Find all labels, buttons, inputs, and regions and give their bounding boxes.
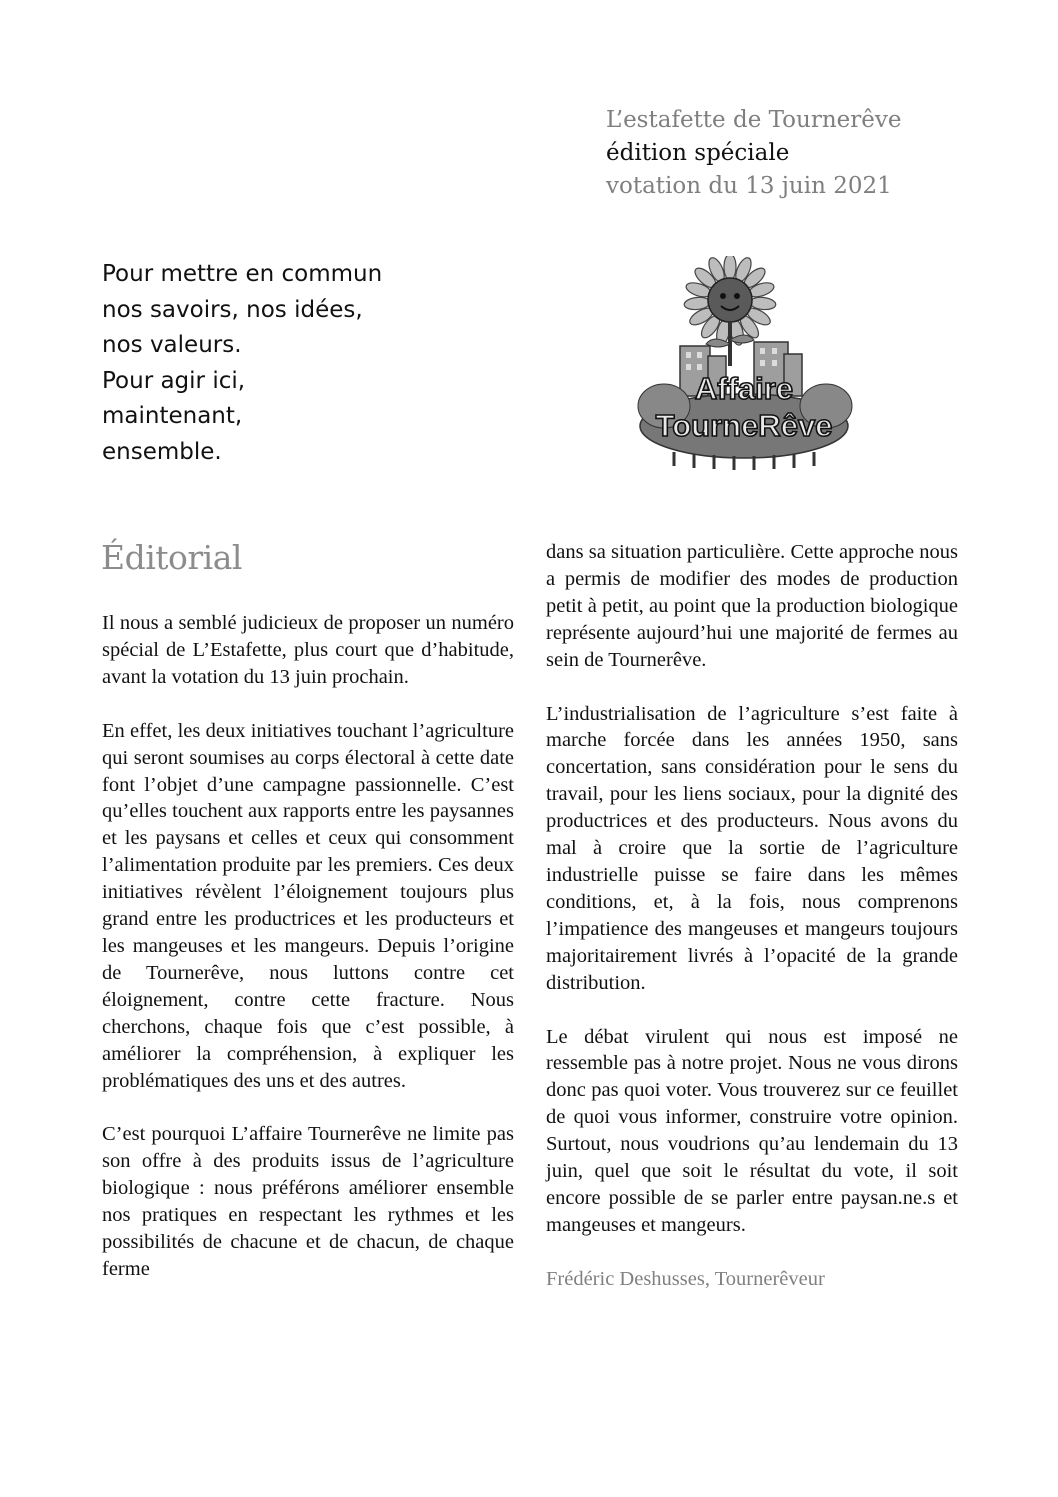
editorial-title: Éditorial xyxy=(101,538,242,577)
article-paragraph: C’est pourquoi L’affaire Tournerêve ne limite pas son offre à des produits issus de l’agriculture biologique : nous préférons améliorer ensemble nos pratiques en respectant les rythmes et les possibilités de chacune et de chacun, de chaque ferme xyxy=(102,1123,514,1280)
article-paragraph: Il nous a semblé judicieux de proposer un numéro spécial de L’Estafette, plus court que d’habitude, avant la votation du 13 juin prochain. xyxy=(102,612,514,688)
vote-date: votation du 13 juin 2021 xyxy=(606,173,892,199)
motto-line: Pour mettre en commun xyxy=(102,261,383,287)
affaire-tournereve-logo xyxy=(634,256,856,472)
logo-text-line1: Affaire xyxy=(694,371,794,406)
article-paragraph: En effet, les deux initiatives touchant l’agriculture qui seront soumises au corps électoral à cette date font l’objet d’une campagne passionnelle. C’est qu’elles touchent aux rapports entre les paysannes et les paysans et celles et ceux qui consomment l’alimentation produite par les premiers. Ces deux initiatives révèlent l’éloignement toujours plus grand entre les productrices et les producteurs et les mangeuses et les mangeurs. Depuis l’origine de Tournerêve, nous luttons contre cet éloignement, contre cette fracture. Nous cherchons, chaque fois que c’est possible, à améliorer la compréhension, à expliquer les problématiques des uns et des autres. xyxy=(102,719,514,1092)
motto-line: ensemble. xyxy=(102,438,222,465)
article-column-left xyxy=(102,610,514,1310)
masthead xyxy=(606,104,901,203)
sunflower-city-logo-icon xyxy=(634,256,856,472)
article-paragraph: L’industrialisation de l’agriculture s’est faite à marche forcée dans les années 1950, sans concertation, sans considération pour le sens du travail, pour les liens sociaux, pour la dignité des productrices et des producteurs. Nous avons du mal à croire que la sortie de l’agriculture industrielle puisse se faire dans les mêmes conditions, et, à la fois, nous comprenons l’impatience des mangeuses et mangeurs toujours majoritairement livrés à l’opacité de la grande distribution. xyxy=(546,702,958,994)
article-paragraph: dans sa situation particulière. Cette approche nous a permis de modifier des modes de production petit à petit, au point que la production biologique représente aujourd’hui une majorité de fermes au sein de Tournerêve. xyxy=(546,541,958,671)
author-signature: Frédéric Deshusses, Tournerêveur xyxy=(546,1267,825,1290)
motto xyxy=(102,257,382,470)
motto-line: maintenant, xyxy=(102,403,243,429)
publication-name: L’estafette de Tournerêve xyxy=(606,107,902,133)
motto-line: nos savoirs, nos idées, xyxy=(102,296,363,323)
edition-label: édition spéciale xyxy=(606,140,790,166)
article-paragraph: Le débat virulent qui nous est imposé ne ressemble pas à notre projet. Nous ne vous dirons donc pas quoi voter. Vous trouverez sur ce feuillet de quoi vous informer, construire votre opinion. Surtout, nous voudrions qu’au lendemain du 13 juin, quel que soit le résultat du vote, il soit encore possible de se parler entre paysan.ne.s et mangeuses et mangeurs. xyxy=(546,1025,958,1236)
motto-line: nos valeurs. xyxy=(102,332,242,358)
motto-line: Pour agir ici, xyxy=(102,367,246,394)
logo-text-line2: TourneRêve xyxy=(655,408,833,443)
article-column-right xyxy=(546,539,958,1320)
